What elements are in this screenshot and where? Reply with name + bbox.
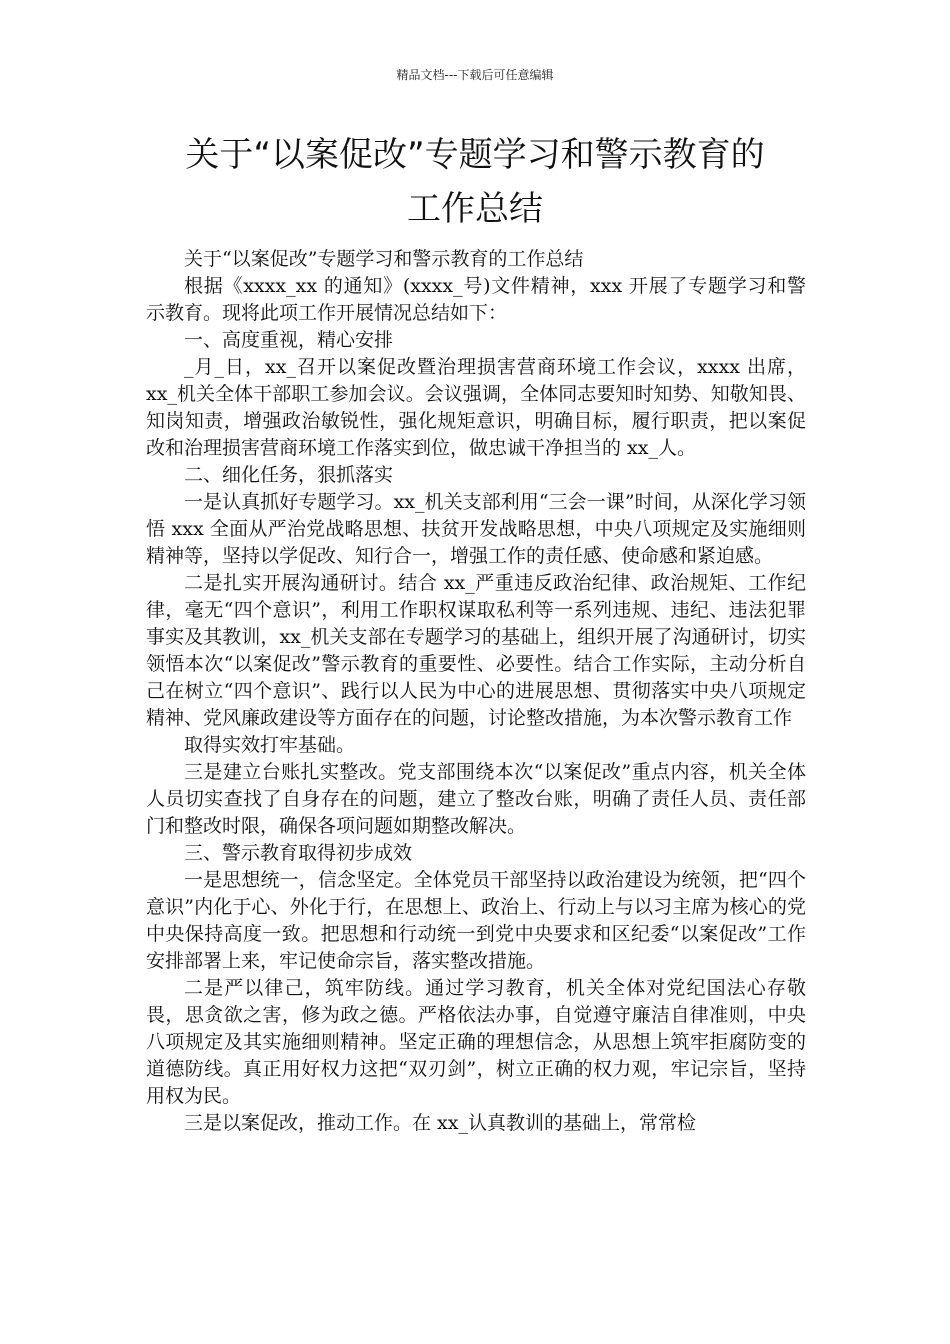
paragraph: 一是认真抓好专题学习。xx_机关支部利用“三会一课”时间，从深化学习领悟 xxx 全面从严治党战略思想、扶贫开发战略思想，中央八项规定及实施细则精神等，坚持以学促改、知行合一，增强工作的责任感、使命感和紧迫感。 (146, 491, 806, 567)
paragraph: 根据《xxxx_xx 的通知》(xxxx_号)文件精神，xxx 开展了专题学习和警示教育。现将此项工作开展情况总结如下： (146, 275, 806, 324)
title-line-2: 工作总结 (407, 189, 543, 229)
section-heading: 二、细化任务，狠抓落实 (184, 464, 394, 486)
page-header: 精品文档---下载后可任意编辑 (396, 68, 554, 82)
title-line-1: 关于“以案促改”专题学习和警示教育的 (185, 135, 765, 175)
paragraph: 三是以案促改，推动工作。在 xx_认真教训的基础上，常常检 (184, 1112, 696, 1134)
section-heading: 三、警示教育取得初步成效 (184, 842, 413, 864)
paragraph-subtitle: 关于“以案促改”专题学习和警示教育的工作总结 (184, 248, 584, 270)
section-heading: 一、高度重视，精心安排 (184, 329, 394, 351)
document-title (100, 128, 850, 236)
paragraph: 二是扎实开展沟通研讨。结合 xx_严重违反政治纪律、政治规矩、工作纪律，毫无“四个意识”，利用工作职权谋取私利等一系列违规、违纪、违法犯罪事实及其教训，xx_机关支部在专题学习的基础上，组织开展了沟通研讨，切实领悟本次“以案促改”警示教育的重要性、必要性。结合工作实际，主动分析自己在树立“四个意识”、践行以人民为中心的进展思想、贯彻落实中央八项规定精神、党风廉政建设等方面存在的问题，讨论整改措施，为本次警示教育工作 (146, 572, 806, 729)
document-body (146, 246, 806, 1137)
paragraph: 取得实效打牢基础。 (184, 734, 356, 756)
paragraph: 二是严以律己，筑牢防线。通过学习教育，机关全体对党纪国法心存敬畏，思贪欲之害，修为政之德。严格依法办事，自觉遵守廉洁自律准则，中央八项规定及其实施细则精神。坚定正确的理想信念，从思想上筑牢拒腐防变的道德防线。真正用好权力这把“双刃剑”，树立正确的权力观，牢记宗旨，坚持用权为民。 (146, 977, 806, 1107)
paragraph: 三是建立台账扎实整改。党支部围绕本次“以案促改”重点内容，机关全体人员切实查找了自身存在的问题，建立了整改台账，明确了责任人员、责任部门和整改时限，确保各项问题如期整改解决。 (146, 761, 806, 837)
paragraph: _月_日，xx_召开以案促改暨治理损害营商环境工作会议，xxxx 出席，xx_机关全体干部职工参加会议。会议强调，全体同志要知时知势、知敬知畏、知岗知责，增强政治敏锐性，强化规矩意识，明确目标，履行职责，把以案促改和治理损害营商环境工作落实到位，做忠诚干净担当的 xx_人。 (146, 356, 806, 459)
paragraph: 一是思想统一，信念坚定。全体党员干部坚持以政治建设为统领，把“四个意识”内化于心、外化于行，在思想上、政治上、行动上与以习主席为核心的党中央保持高度一致。把思想和行动统一到党中央要求和区纪委“以案促改”工作安排部署上来，牢记使命宗旨，落实整改措施。 (146, 869, 806, 972)
